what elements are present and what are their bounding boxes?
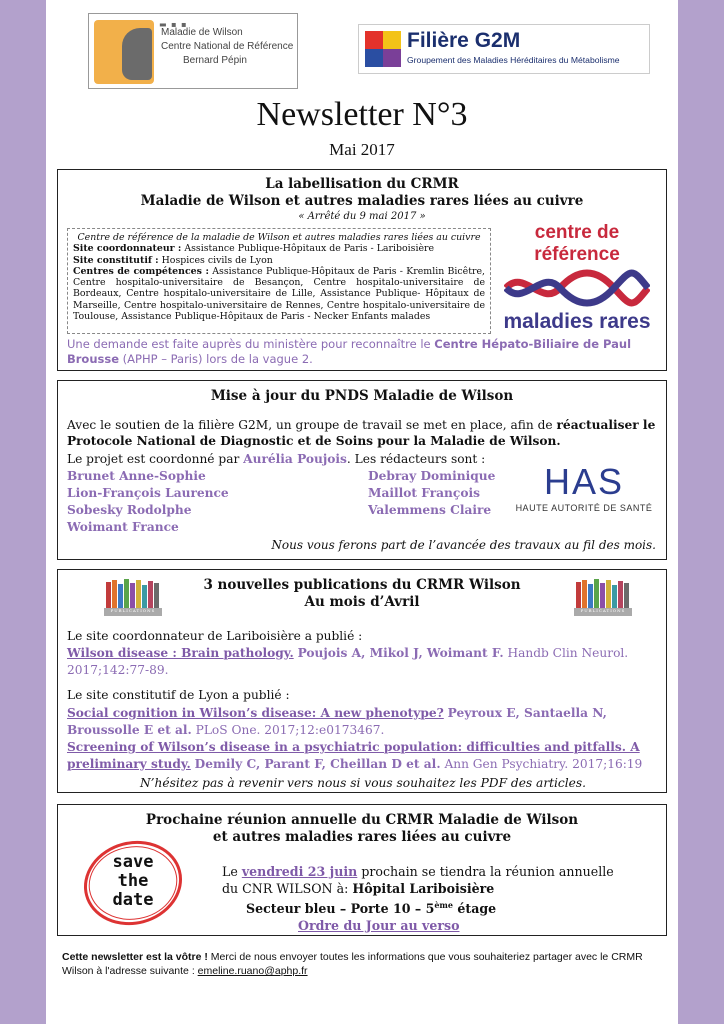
contact-email[interactable]: emeline.ruano@aphp.fr: [197, 965, 308, 977]
comp-sites: Assistance Publique-Hôpitaux de Paris - Kremlin Bicêtre, Centre hospitalo-universitaire de Besançon, Centre hospitalo-universitaire de Bordeaux, Centre hospitalo-universitaire de Lille, Assistance Publique- Hôpitaux de Marseille, Centre hospitalo-universitaire de Rennes, Centre hospitalo-universitaire de Toulouse, Assistance Publique-Hôpitaux de Paris - Necker Enfants malades: [73, 265, 486, 323]
agenda-link[interactable]: Ordre du Jour au verso: [298, 918, 460, 934]
newsletter-date: Mai 2017: [329, 140, 395, 159]
section-labellisation: [57, 169, 667, 371]
section1-title-2: Maladie de Wilson et autres maladies rares liées au cuivre: [140, 193, 584, 209]
save-the-date-stamp: save the date: [78, 835, 188, 931]
wilson-logo-line2: Centre National de Référence: [161, 41, 294, 52]
demande-text: Une demande est faite auprès du ministère pour reconnaître le Centre Hépato-Biliaire de Paul Brousse (APHP – Paris) lors de la vague 2.: [67, 337, 632, 366]
meeting-details: Le vendredi 23 juin prochain se tiendra la réunion annuelle du CNR WILSON à: Hôpital Lariboisière Secteur bleu – Porte 10 – 5ème étage Ordre du Jour au verso: [222, 864, 614, 934]
books-icon: PUBLICATIONS: [104, 576, 162, 616]
pnds-closing: Nous vous ferons part de l’avancée des travaux au fil des mois.: [271, 538, 656, 552]
pub1-link[interactable]: Wilson disease : Brain pathology.: [67, 646, 294, 660]
section-pnds: [57, 380, 667, 560]
section4-title-2: et autres maladies rares liées au cuivre: [212, 829, 512, 845]
g2m-subtitle: Groupement des Maladies Héréditaires du Métabolisme: [407, 55, 620, 65]
wilson-logo: ▬ ▪ ▪ Maladie de Wilson Centre National de Référence Bernard Pépin: [88, 13, 298, 89]
pdf-note: N’hésitez pas à revenir vers nous si vous souhaitez les PDF des articles.: [139, 776, 587, 790]
section-reunion: [57, 804, 667, 936]
publication-3: Screening of Wilson’s disease in a psychiatric population: difficulties and pitfalls. A preliminary study. Demily C, Parant F, Cheillan D et al. Ann Gen Psychiatry. 2017;16:19: [67, 740, 643, 771]
maladies-rares-logo: centre de référence maladies rares: [503, 222, 651, 333]
publication-2: Social cognition in Wilson’s disease: A new phenotype? Peyroux E, Santaella N, Broussolle E et al. PLoS One. 2017;12:e0173467.: [67, 706, 607, 737]
section4-title-1: Prochaine réunion annuelle du CRMR Maladie de Wilson: [145, 812, 579, 828]
section3-title-1: 3 nouvelles publications du CRMR Wilson: [203, 577, 521, 593]
excerpt-title: Centre de référence de la maladie de Wilson et autres maladies rares liées au cuivre: [77, 232, 481, 243]
pub3-link[interactable]: Screening of Wilson’s disease in a psychiatric population: difficulties and pitfalls. A preliminary study.: [67, 740, 640, 771]
meeting-date[interactable]: vendredi 23 juin: [241, 864, 358, 879]
footer-note: Cette newsletter est la vôtre ! Merci de nous envoyer toutes les informations que vous souhaiteriez partager avec le CRMR Wilson à l'adresse suivante : emeline.ruano@aphp.fr: [46, 944, 678, 984]
profile-head-icon: [94, 20, 154, 84]
wilson-logo-line1: Maladie de Wilson: [161, 27, 243, 38]
has-logo: HAS HAUTE AUTORITÉ DE SANTÉ: [515, 461, 653, 513]
wilson-logo-line3: Bernard Pépin: [183, 55, 247, 66]
arrete-excerpt: Centre de référence de la maladie de Wilson et autres maladies rares liées au cuivre Site coordonnateur : Assistance Publique-Hôpitaux de Paris - Lariboisière Site constitutif : Hospices civils de Lyon Centres de compétences : Assistance Publique-Hôpitaux de Paris - Kremlin Bicêtre, Centre hospitalo-universitaire de Besançon, Centre hospitalo-universitaire de Bordeaux, Centre hospitalo-universitaire de Lille, Assistance Publique- Hôpitaux de Marseille, Centre hospitalo-universitaire de Rennes, Centre hospitalo-universitaire de Toulouse, Assistance Publique-Hôpitaux de Paris - Necker Enfants malades: [67, 228, 491, 334]
section-publications: [57, 569, 667, 793]
authors-left: Brunet Anne-Sophie Lion-François Laurence Sobesky Rodolphe Woimant France: [67, 469, 229, 534]
arrete-date: « Arrêté du 9 mai 2017 »: [298, 211, 426, 222]
section1-title-1: La labellisation du CRMR: [265, 176, 459, 192]
pnds-coordinator: Le projet est coordonné par Aurélia Poujois. Les rédacteurs sont :: [67, 452, 486, 466]
pub2-link[interactable]: Social cognition in Wilson’s disease: A new phenotype?: [67, 706, 444, 720]
publication-1: Wilson disease : Brain pathology. Poujois A, Mikol J, Woimant F. Handb Clin Neurol. 2017;142:77-89.: [67, 646, 629, 677]
intro-lyon: Le site constitutif de Lyon a publié :: [67, 688, 290, 702]
g2m-logo: [358, 24, 650, 74]
newsletter-title: Newsletter N°3: [256, 96, 468, 133]
section2-title: Mise à jour du PNDS Maladie de Wilson: [210, 388, 514, 404]
section3-title-2: Au mois d’Avril: [304, 594, 420, 610]
meeting-place: Hôpital Lariboisière: [352, 881, 495, 896]
books-icon: PUBLICATIONS: [574, 576, 632, 616]
cube-icon: [365, 31, 401, 67]
g2m-title: Filière G2M: [407, 29, 521, 52]
coord-site: Assistance Publique-Hôpitaux de Paris - Lariboisière: [184, 243, 435, 255]
pnds-paragraph: Avec le soutien de la filière G2M, un groupe de travail se met en place, afin de réactualiser le Protocole National de Diagnostic et de Soins pour la Maladie de Wilson.: [67, 418, 656, 448]
authors-right: Debray Dominique Maillot François Valemmens Claire: [368, 469, 496, 517]
right-band: [678, 0, 724, 1024]
left-band: [0, 0, 46, 1024]
const-site: Hospices civils de Lyon: [161, 254, 273, 266]
dna-icon: [504, 268, 650, 308]
intro-lariboisiere: Le site coordonnateur de Lariboisière a publié :: [67, 629, 363, 643]
